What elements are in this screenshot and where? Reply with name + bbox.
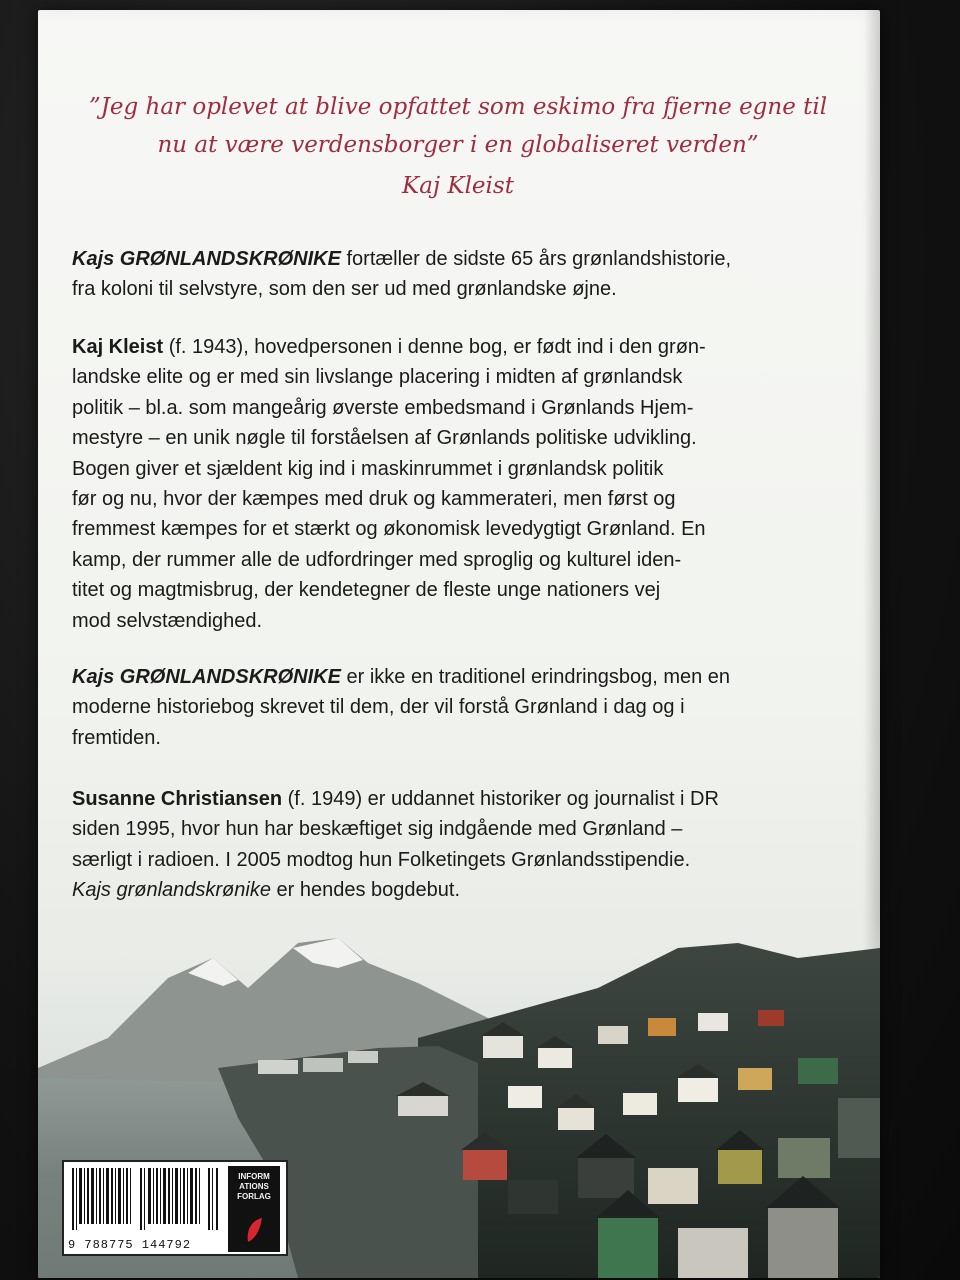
paragraph-line: Bogen giver et sjældent kig ind i maskinrummet i grønlandsk politik <box>72 457 664 480</box>
book-back-cover <box>38 10 880 1278</box>
paragraph-text: er hendes bogdebut. <box>270 879 461 902</box>
paragraph-line: særligt i radioen. I 2005 modtog hun Folketingets Grønlandsstipendie. <box>72 848 691 871</box>
paragraph-line: kamp, der rummer alle de udfordringer med sproglig og kulturel iden- <box>72 548 682 571</box>
isbn-barcode <box>62 1160 288 1256</box>
paragraph-line <box>72 784 832 814</box>
publisher-name <box>230 1172 278 1202</box>
publisher-logo <box>228 1166 280 1252</box>
barcode-bars <box>70 1168 220 1230</box>
paragraph-line <box>72 662 832 692</box>
paragraph-book-description <box>72 662 832 753</box>
isbn-number: 9 788775 144792 <box>68 1238 192 1252</box>
paragraph-text: er ikke en traditionel erindringsbog, men en <box>340 666 731 688</box>
paragraph-line: moderne historiebog skrevet til dem, der vil forstå Grønland i dag og i <box>72 696 685 719</box>
publisher-line: INFORM <box>238 1172 270 1181</box>
publisher-line: FORLAG <box>237 1192 271 1201</box>
paragraph-line <box>72 332 832 362</box>
quote-author: Kaj Kleist <box>402 173 514 199</box>
paragraph-line: før og nu, hvor der kæmpes med druk og kammerateri, men først og <box>72 488 676 511</box>
paragraph-kaj-kleist <box>72 332 832 636</box>
paragraph-line: siden 1995, hvor hun har beskæftiget sig indgående med Grønland – <box>72 818 683 841</box>
paragraph-line: fremmest kæmpes for et stærkt og økonomisk levedygtigt Grønland. En <box>72 518 706 541</box>
person-name-emphasis: Susanne Christiansen <box>72 788 283 810</box>
publisher-leaf-icon <box>244 1216 264 1244</box>
paragraph-line: landske elite og er med sin livslange placering i midten af grønlandsk <box>72 366 683 389</box>
person-name-emphasis: Kaj Kleist <box>72 336 164 358</box>
paragraph-line <box>72 875 832 905</box>
paragraph-text: (f. 1943), hovedpersonen i denne bog, er født ind i den grøn- <box>163 336 706 358</box>
paragraph-line: fra koloni til selvstyre, som den ser ud med grønlandske øjne. <box>72 278 617 301</box>
paragraph-line: fremtiden. <box>72 726 161 749</box>
paragraph-line: mod selvstændighed. <box>72 609 263 632</box>
paragraph-line: titet og magtmisbrug, der kendetegner de fleste unge nationers vej <box>72 579 661 602</box>
quote-line-2: nu at være verdensborger i en globaliseret verden” <box>157 132 759 158</box>
publisher-line: ATIONS <box>239 1182 269 1191</box>
quote-line-1: ”Jeg har oplevet at blive opfattet som eskimo fra fjerne egne til <box>88 94 828 120</box>
book-title-emphasis: Kajs GRØNLANDSKRØNIKE <box>72 248 341 270</box>
paragraph-line: politik – bl.a. som mangeårig øverste embedsmand i Grønlands Hjem- <box>72 396 694 419</box>
paragraph-intro <box>72 244 832 305</box>
book-title-emphasis: Kajs GRØNLANDSKRØNIKE <box>72 666 341 688</box>
paragraph-line: mestyre – en unik nøgle til forståelsen af Grønlands politiske udvikling. <box>72 427 697 450</box>
paragraph-author-bio <box>72 784 832 906</box>
paragraph-text: (f. 1949) er uddannet historiker og journalist i DR <box>282 788 719 810</box>
paragraph-line <box>72 244 832 274</box>
book-title-emphasis: Kajs grønlandskrønike <box>72 879 271 902</box>
paragraph-text: fortæller de sidste 65 års grønlandshistorie, <box>340 248 732 270</box>
